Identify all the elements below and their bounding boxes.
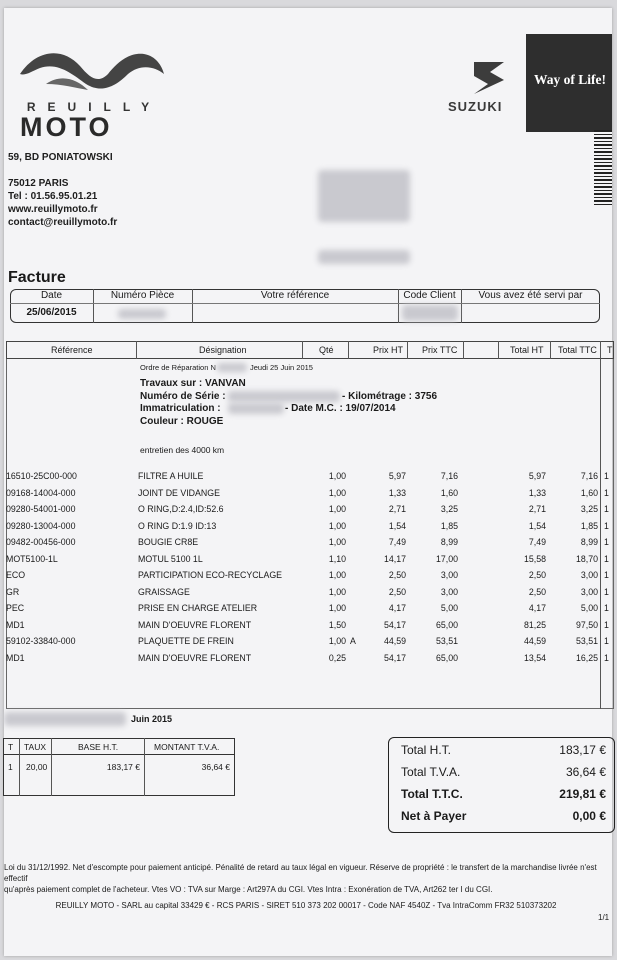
cell-designation: PARTICIPATION ECO-RECYCLAGE [138,570,283,580]
cell-prix-ht: 2,71 [388,504,406,514]
divider [498,341,499,359]
cell-t: 1 [604,619,609,630]
cell-reference: 59102-33840-000 [6,636,76,646]
cell-t: 1 [604,570,609,580]
cell-total-ttc: 3,25 [580,504,598,514]
total-tva-label: Total T.V.A. [401,765,461,779]
address-email: contact@reuillymoto.fr [8,217,118,228]
table-row [0,502,617,516]
cell-designation: GRAISSAGE [138,586,190,597]
cell-reference: ECO [6,570,26,580]
cell-prix-ht: 44,59 [383,636,406,646]
cell-designation: PLAQUETTE DE FREIN [138,636,234,646]
company-footer: REUILLY MOTO - SARL au capital 33429 € - RCS PARIS - SIRET 510 373 202 00017 - Code NAF 4540Z - Tva IntraComm FR32 510373202 [55,901,557,910]
cell-qte: 1,00 [328,603,346,613]
cell-total-ttc: 1,85 [580,520,598,531]
cell-prix-ttc: 53,51 [435,636,458,646]
cell-total-ttc: 3,00 [580,586,598,597]
total-ht-row [401,743,606,757]
net-pay-label: Net à Payer [401,809,467,823]
cell-prix-ttc: 5,00 [440,603,458,613]
address-tel: Tel : 01.56.95.01.21 [8,191,98,202]
address-city: 75012 PARIS [8,178,69,189]
col-reference: Référence [51,345,93,355]
cell-t: 1 [604,487,609,498]
cell-reference: PEC [6,603,25,613]
barcode-icon [594,130,612,205]
table-row [0,601,617,615]
logo-moto-text: MOTO [20,112,113,142]
divider [136,341,137,359]
cell-total-ht: 15,58 [523,553,546,564]
cell-prix-ttc: 65,00 [435,652,458,663]
divider [407,341,408,359]
redacted-code-client [402,305,458,321]
cell-prix-ht: 5,97 [388,471,406,481]
header-servi-cell [461,289,600,323]
redacted-serial [228,391,340,402]
cell-total-ht: 5,97 [528,471,546,481]
numero-label: Numéro Pièce [110,290,175,301]
cell-qte: 1,00 [328,570,346,580]
cell-total-ht: 2,50 [528,586,546,597]
cell-reference: MD1 [6,619,25,630]
cell-designation: O RING,D:2.4,ID:52.6 [138,504,224,514]
address-web: www.reuillymoto.fr [8,204,98,215]
totals-box [388,737,615,833]
cell-total-ttc: 7,16 [580,471,598,481]
cell-prix-ht: 1,33 [388,487,406,498]
cell-total-ttc: 97,50 [575,619,598,630]
total-ht-value: 183,17 € [559,743,606,757]
cell-qte: 1,00 [328,520,346,531]
invoice-title: Facture [8,269,66,286]
cell-total-ttc: 3,00 [580,570,598,580]
serial-label: Numéro de Série : [140,391,226,402]
logo-swoosh-icon [16,44,166,100]
cell-total-ttc: 8,99 [580,537,598,547]
vat-col-montant: MONTANT T.V.A. [154,742,220,752]
col-prix-ttc: Prix TTC [422,345,458,355]
cell-t: 1 [604,636,609,646]
redacted-client-address [318,170,410,222]
order-number: Ordre de Réparation N [140,363,216,372]
header-reference-cell [192,289,398,323]
redacted-order-number [217,363,247,372]
table-row [0,585,617,599]
cell-prix-ht: 1,54 [388,520,406,531]
cell-prix-ttc: 3,00 [440,570,458,580]
total-tva-row [401,765,606,779]
vehicle-color: Couleur : ROUGE [140,416,224,427]
cell-total-ht: 2,71 [528,504,546,514]
vat-taux: 20,00 [26,762,48,772]
immat-label: Immatriculation : [140,403,221,414]
cell-total-ht: 1,54 [528,520,546,531]
redacted-client-city [318,250,410,264]
cell-reference: MD1 [6,652,25,663]
cell-total-ttc: 53,51 [575,636,598,646]
vat-base: 183,17 € [106,762,140,772]
total-ttc-row [401,787,606,801]
col-designation: Désignation [199,345,247,355]
divider [144,738,145,796]
total-ttc-value: 219,81 € [559,787,606,801]
cell-reference: 09280-13004-000 [6,520,76,531]
vat-col-base: BASE H.T. [78,742,119,752]
cell-prix-ttc: 65,00 [435,619,458,630]
cell-t: 1 [604,471,609,481]
cell-designation: MOTUL 5100 1L [138,553,203,564]
cell-reference: 09168-14004-000 [6,487,76,498]
page-number: 1/1 [598,913,610,922]
cell-t: 1 [604,586,609,597]
redacted-numero [118,309,166,319]
date-label: Date [40,290,63,301]
redacted-immat [228,403,284,414]
header-date-cell [10,289,93,323]
divider [463,341,464,359]
cell-designation: MAIN D'OEUVRE FLORENT [138,619,252,630]
cell-qte: 1,00 [328,537,346,547]
way-of-life-banner: Way of Life! [526,34,612,132]
cell-designation: JOINT DE VIDANGE [138,487,220,498]
redacted-due-text [4,712,126,726]
cell-designation: O RING D:1.9 ID:13 [138,520,217,531]
table-row [0,486,617,500]
cell-reference: 09482-00456-000 [6,537,76,547]
cell-t: 1 [604,553,609,564]
cell-t: 1 [604,504,609,514]
cell-qte: 1,00 [328,504,346,514]
net-pay-value: 0,00 € [572,809,606,823]
col-t: T [607,345,613,355]
due-month: Juin 2015 [131,714,173,724]
legal-text [4,862,608,895]
divider [51,738,52,796]
table-row [0,535,617,549]
logo-reuilly-text: REUILLY [26,100,162,114]
total-tva-value: 36,64 € [565,765,606,779]
divider [550,341,551,359]
cell-prix-ttc: 3,00 [440,586,458,597]
maintenance-note: entretien des 4000 km [140,445,225,455]
cell-t: 1 [604,520,609,531]
net-pay-row [401,809,606,823]
work-vehicle: Travaux sur : VANVAN [140,378,246,389]
cell-flag: A [350,636,356,646]
suzuki-logo-icon [470,60,508,96]
cell-qte: 1,00 [328,487,346,498]
cell-prix-ht: 54,17 [383,652,406,663]
cell-total-ht: 44,59 [523,636,546,646]
cell-designation: MAIN D'OEUVRE FLORENT [138,652,252,663]
cell-qte: 1,50 [328,619,346,630]
order-date: Jeudi 25 Juin 2015 [250,363,313,372]
cell-prix-ttc: 7,16 [440,471,458,481]
cell-qte: 0,25 [328,652,346,663]
cell-total-ht: 81,25 [523,619,546,630]
col-total-ht: Total HT [510,345,544,355]
cell-t: 1 [604,603,609,613]
invoice-date: 25/06/2015 [26,307,77,318]
cell-qte: 1,00 [328,471,346,481]
cell-total-ttc: 1,60 [580,487,598,498]
vat-col-t: T [8,742,14,752]
cell-prix-ht: 2,50 [388,570,406,580]
cell-reference: 09280-54001-000 [6,504,76,514]
col-total-ttc: Total TTC [558,345,597,355]
legal-line-2: qu'après paiement complet de l'acheteur. Vtes VO : TVA sur Marge : Art297A du CGI. Vtes Intra : Exonération de TVA, Art262 ter I du CGI. [4,885,493,894]
legal-line-1: Loi du 31/12/1992. Net d'escompte pour paiement anticipé. Pénalité de retard au taux légal en vigueur. Réserve de propriété : le transfert de la marchandise livrée n'est effectif [4,863,597,883]
cell-qte: 1,00 [328,586,346,597]
cell-reference: GR [6,586,20,597]
suzuki-wordmark: SUZUKI [448,99,503,114]
vat-col-taux: TAUX [24,742,47,752]
cell-reference: 16510-25C00-000 [6,471,77,481]
total-ht-label: Total H.T. [401,743,452,757]
cell-total-ht: 4,17 [528,603,546,613]
cell-prix-ht: 4,17 [388,603,406,613]
cell-total-ht: 7,49 [528,537,546,547]
servi-label: Vous avez été servi par [478,290,583,301]
table-row [0,519,617,533]
total-ttc-label: Total T.T.C. [401,787,463,801]
divider [348,341,349,359]
cell-prix-ttc: 8,99 [440,537,458,547]
code-client-label: Code Client [403,290,456,301]
cell-total-ht: 2,50 [528,570,546,580]
cell-prix-ht: 54,17 [383,619,406,630]
divider [19,738,20,796]
cell-prix-ht: 7,49 [388,537,406,547]
cell-prix-ht: 2,50 [388,586,406,597]
table-row [0,634,617,648]
table-row [0,618,617,632]
cell-total-ttc: 16,25 [575,652,598,663]
reuilly-moto-logo [14,44,174,144]
col-prix-ht: Prix HT [373,345,403,355]
table-row [0,469,617,483]
cell-total-ht: 1,33 [528,487,546,498]
cell-t: 1 [604,652,609,663]
vat-montant: 36,64 € [201,762,230,772]
mileage: - Kilométrage : 3756 [342,391,438,402]
cell-total-ht: 13,54 [523,652,546,663]
cell-qte: 1,10 [328,553,346,564]
divider [302,341,303,359]
cell-prix-ttc: 17,00 [435,553,458,564]
date-mc: - Date M.C. : 19/07/2014 [285,403,396,414]
cell-designation: PRISE EN CHARGE ATELIER [138,603,258,613]
cell-prix-ttc: 1,60 [440,487,458,498]
cell-reference: MOT5100-1L [6,553,58,564]
cell-total-ttc: 5,00 [580,603,598,613]
cell-qte: 1,00 [328,636,346,646]
cell-designation: FILTRE A HUILE [138,471,204,481]
cell-prix-ttc: 1,85 [440,520,458,531]
cell-t: 1 [604,537,609,547]
reference-label: Votre référence [260,290,330,301]
cell-designation: BOUGIE CR8E [138,537,199,547]
items-table-header [6,341,614,359]
vat-t: 1 [8,762,13,772]
cell-prix-ht: 14,17 [383,553,406,564]
table-row [0,552,617,566]
cell-total-ttc: 18,70 [575,553,598,564]
cell-prix-ttc: 3,25 [440,504,458,514]
table-row [0,651,617,665]
table-row [0,568,617,582]
address-street: 59, BD PONIATOWSKI [8,152,113,163]
col-qte: Qté [319,345,334,355]
